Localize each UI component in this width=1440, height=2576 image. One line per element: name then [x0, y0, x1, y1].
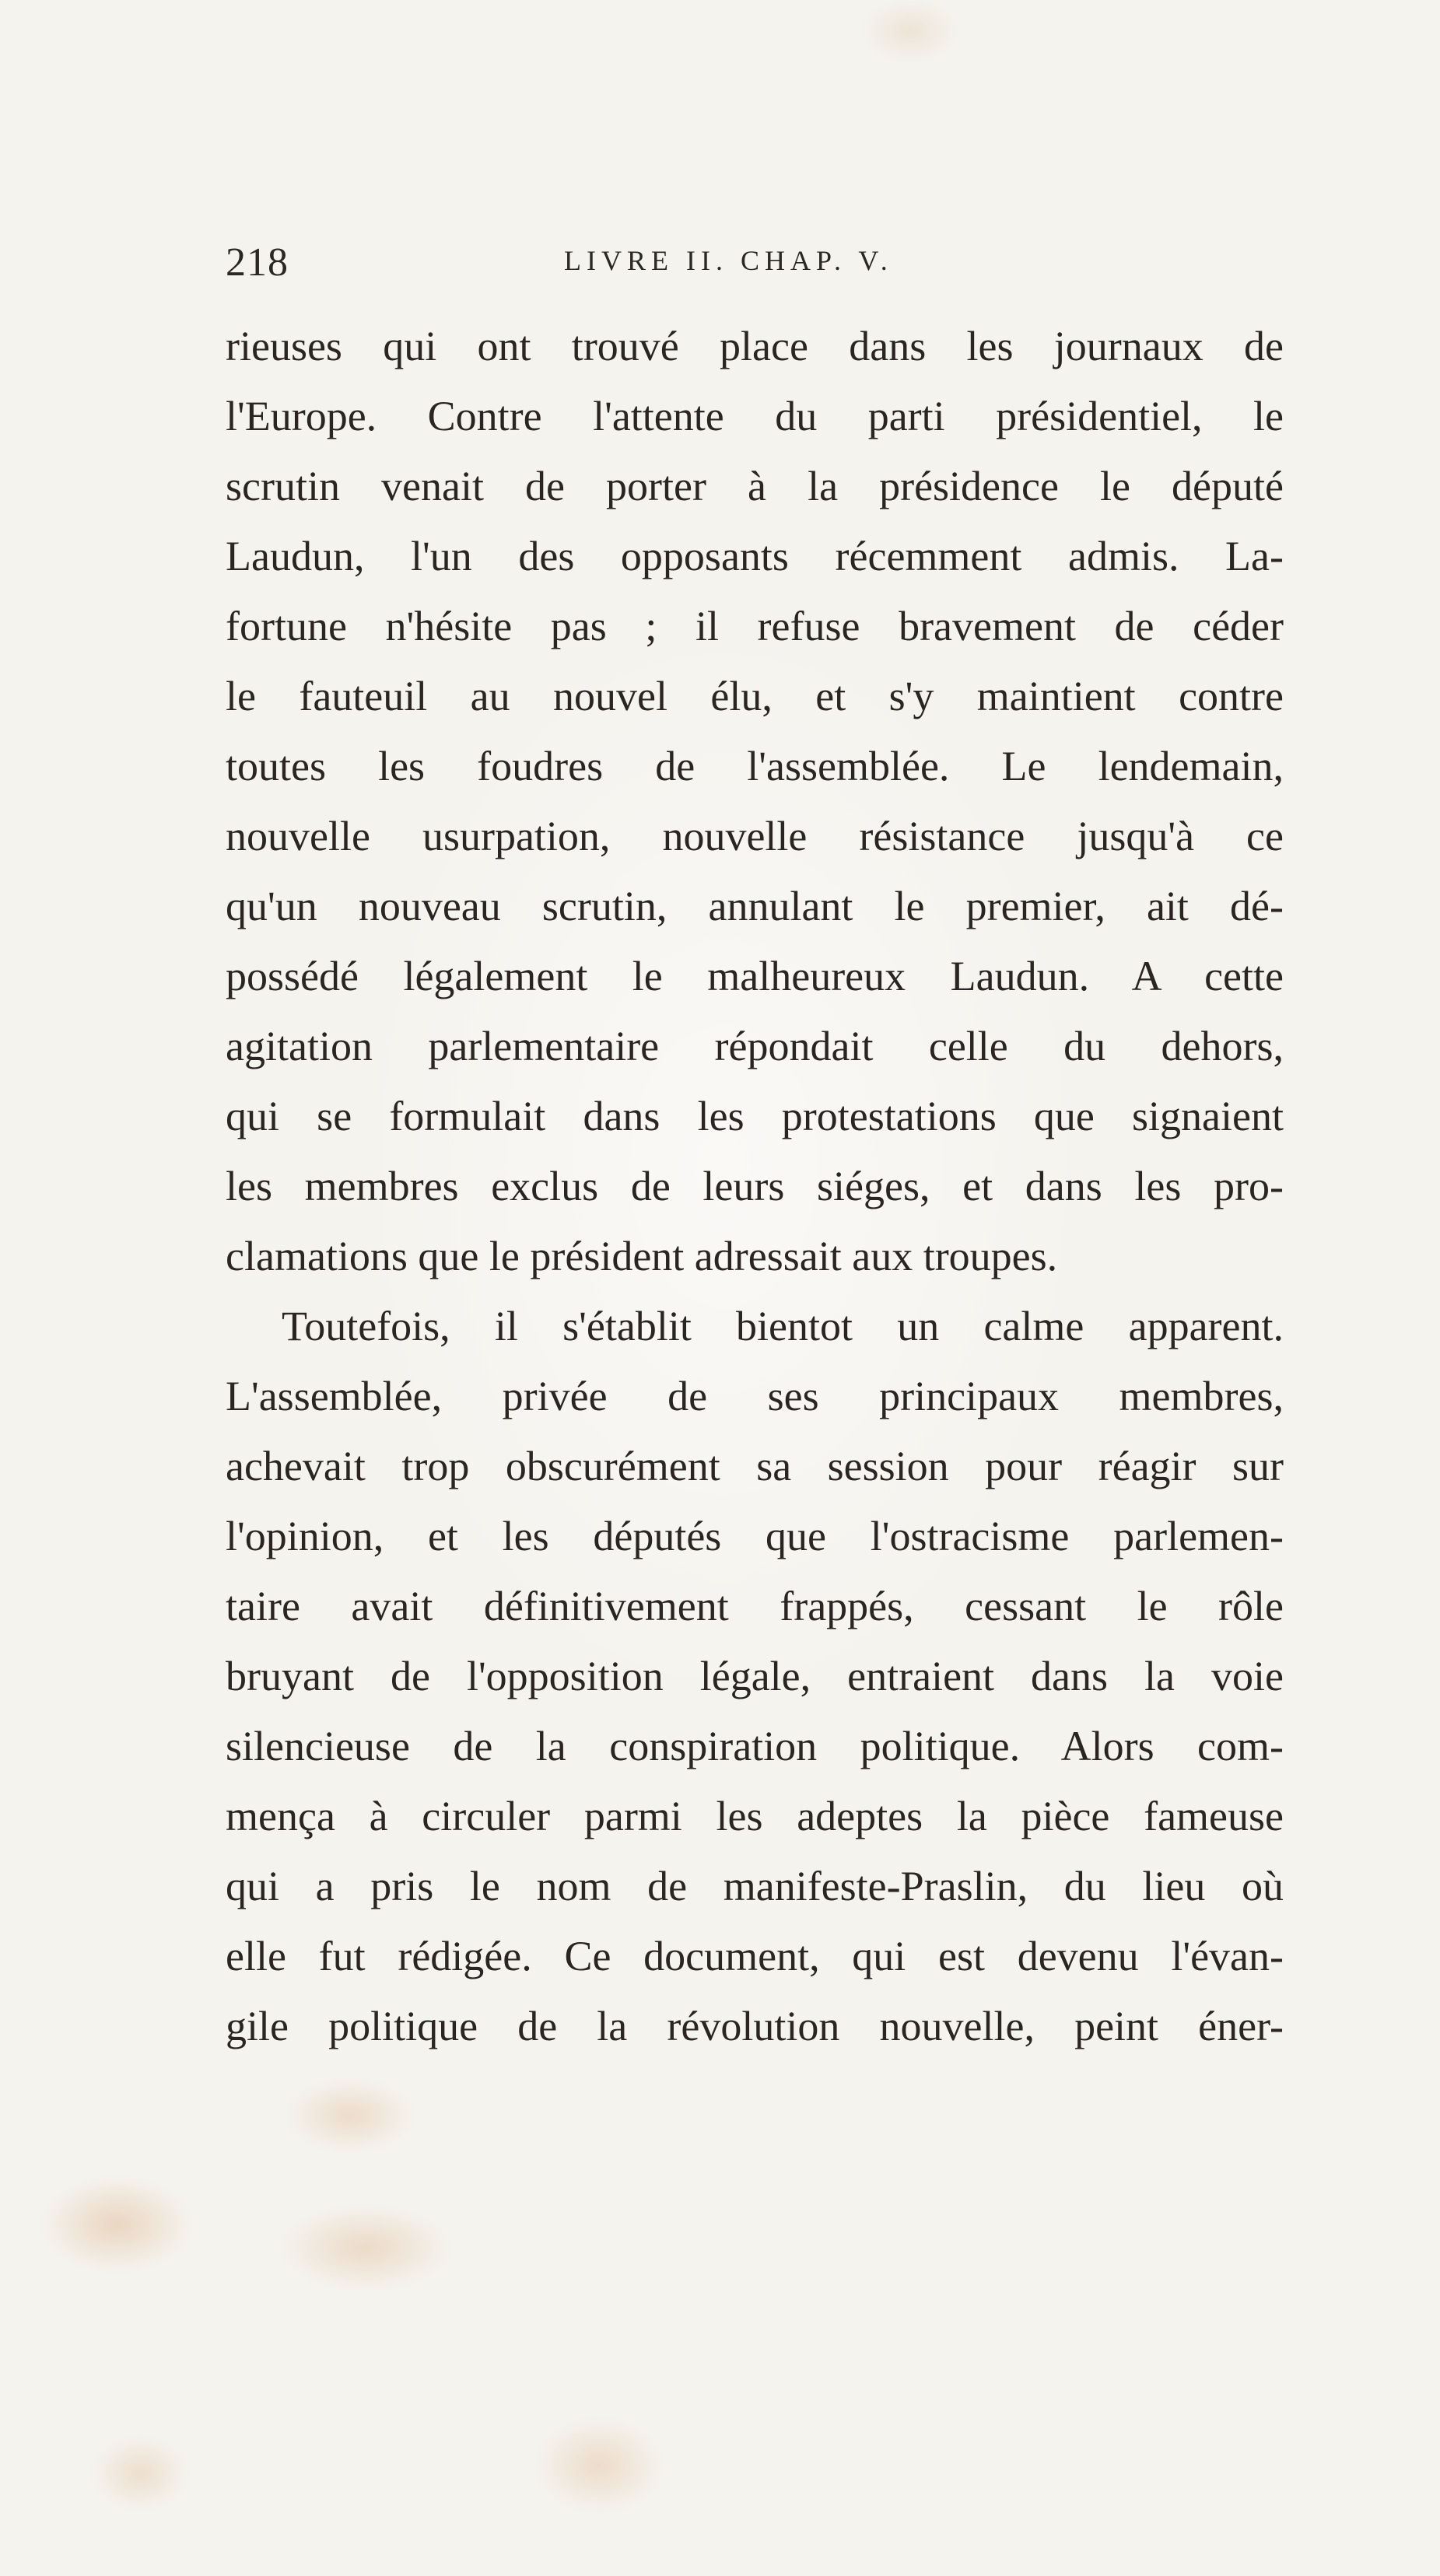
text-line: les membres exclus de leurs siéges, et dans les pro- [226, 1163, 1284, 1209]
text-line: qu'un nouveau scrutin, annulant le premier, ait dé- [226, 883, 1284, 929]
text-line: L'assemblée, privée de ses principaux membres, [226, 1373, 1284, 1419]
text-line: silencieuse de la conspiration politique. Alors com- [226, 1723, 1284, 1769]
text-line: gile politique de la révolution nouvelle, peint éner- [226, 2003, 1284, 2049]
text-line: scrutin venait de porter à la présidence le député [226, 463, 1284, 509]
text-line: le fauteuil au nouvel élu, et s'y maintient contre [226, 673, 1284, 719]
text-line: qui a pris le nom de manifeste-Praslin, du lieu où [226, 1863, 1284, 1909]
text-line: Toutefois, il s'établit bientot un calme apparent. [282, 1303, 1284, 1349]
text-line: elle fut rédigée. Ce document, qui est devenu l'évan- [226, 1933, 1284, 1979]
text-line: possédé légalement le malheureux Laudun. A cette [226, 953, 1284, 999]
running-head-title: LIVRE II. CHAP. V. [564, 245, 893, 276]
text-line: rieuses qui ont trouvé place dans les journaux de [226, 323, 1284, 369]
text-line: l'opinion, et les députés que l'ostracisme parlemen- [226, 1513, 1284, 1559]
text-line: clamations que le président adressait aux troupes. [226, 1233, 1058, 1279]
text-line: bruyant de l'opposition légale, entraient dans la voie [226, 1653, 1284, 1699]
page-number: 218 [226, 240, 289, 285]
text-line: Laudun, l'un des opposants récemment admis. La- [226, 533, 1284, 579]
text-line: taire avait définitivement frappés, cessant le rôle [226, 1583, 1284, 1629]
running-head [226, 233, 1284, 296]
text-line: agitation parlementaire répondait celle du dehors, [226, 1023, 1284, 1069]
text-line: achevait trop obscurément sa session pour réagir sur [226, 1443, 1284, 1489]
text-line: mença à circuler parmi les adeptes la pièce fameuse [226, 1793, 1284, 1839]
text-line: l'Europe. Contre l'attente du parti présidentiel, le [226, 393, 1284, 439]
body-text [226, 311, 1284, 2061]
text-line: toutes les foudres de l'assemblée. Le lendemain, [226, 743, 1284, 789]
text-line: qui se formulait dans les protestations que signaient [226, 1093, 1284, 1139]
text-line: fortune n'hésite pas ; il refuse bravement de céder [226, 603, 1284, 649]
text-line: nouvelle usurpation, nouvelle résistance jusqu'à ce [226, 813, 1284, 859]
